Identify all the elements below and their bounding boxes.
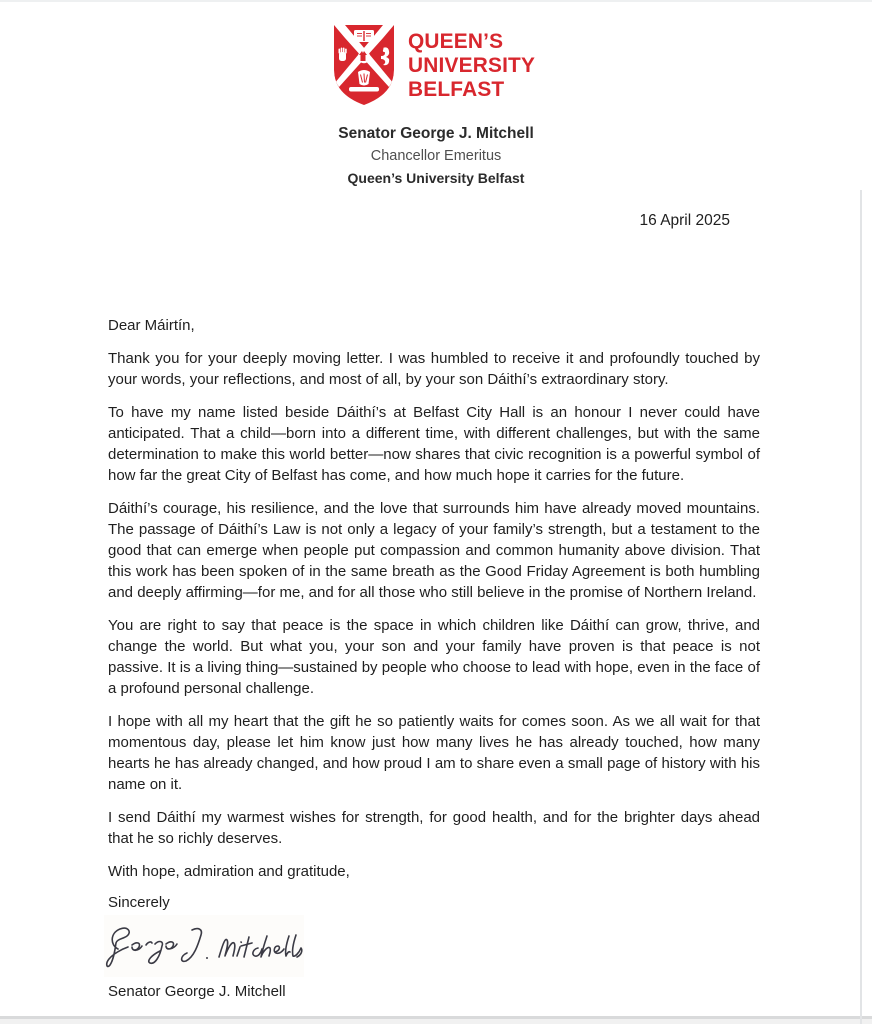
signature-name: Senator George J. Mitchell xyxy=(108,983,286,1000)
letter-date: 16 April 2025 xyxy=(639,212,730,229)
sender-institution: Queen’s University Belfast xyxy=(347,170,525,186)
paragraph-4: You are right to say that peace is the space in which children like Dáithí can grow, thrive, and change the world. But what you, your son and your family have proven is that peace is not passive. It is a living thing—sustained by people who choose to lead with hope, even in the face of a profound personal challenge. xyxy=(108,617,760,697)
university-logo xyxy=(0,0,872,106)
sender-block xyxy=(0,123,872,189)
book-emblem xyxy=(354,30,374,42)
paragraph-5: I hope with all my heart that the gift he so patiently waits for comes soon. As we all wait for that momentous day, please let him know just how many lives he has already touched, how many hearts he has already changed, and how proud I am to share even a small page of history with his name on it. xyxy=(108,713,760,793)
paragraph-1: Thank you for your deeply moving letter. I was humbled to receive it and profoundly touched by your words, your reflections, and most of all, by your son Dáithí’s extraordinary story. xyxy=(108,350,760,388)
qub-shield-crest-icon xyxy=(333,24,395,106)
photo-edge-top xyxy=(0,0,872,2)
university-wordmark xyxy=(408,29,535,101)
wordmark-line-3: BELFAST xyxy=(407,77,505,101)
closing-line: With hope, admiration and gratitude, xyxy=(108,863,350,880)
paragraph-2: To have my name listed beside Dáithí’s at Belfast City Hall is an honour I never could have anticipated. That a child—born into a different time, with different challenges, but with the same determination to make this world better—now shares that civic recognition is a powerful symbol of how far the great City of Belfast has come, and how much hope it carries for the future. xyxy=(108,404,760,484)
tower-emblem xyxy=(358,51,370,63)
signoff: Sincerely xyxy=(108,894,170,911)
signature-image xyxy=(104,915,304,977)
letter-body xyxy=(108,315,760,882)
photo-edge-bottom2 xyxy=(0,1019,872,1024)
wordmark-line-2: UNIVERSITY xyxy=(407,53,536,77)
salutation: Dear Máirtín, xyxy=(108,317,195,334)
harp-emblem xyxy=(358,70,370,86)
sender-title: Chancellor Emeritus xyxy=(370,148,502,164)
wordmark-line-1: QUEEN’S xyxy=(407,29,504,53)
motto-banner xyxy=(349,87,379,92)
sender-name: Senator George J. Mitchell xyxy=(338,125,534,142)
handwritten-signature-icon xyxy=(104,915,304,977)
paragraph-3: Dáithí’s courage, his resilience, and the love that surrounds him have already moved mountains. The passage of Dáithí’s Law is not only a legacy of your family’s strength, but a testament to the good that can emerge when people put compassion and common humanity above division. That this work has been spoken of in the same breath as the Good Friday Agreement is both humbling and deeply affirming—for me, and for all those who still believe in the promise of Northern Ireland. xyxy=(108,500,760,601)
paragraph-6: I send Dáithí my warmest wishes for strength, for good health, and for the brighter days ahead that he so richly deserves. xyxy=(108,809,760,847)
photo-edge-right xyxy=(860,190,862,1024)
